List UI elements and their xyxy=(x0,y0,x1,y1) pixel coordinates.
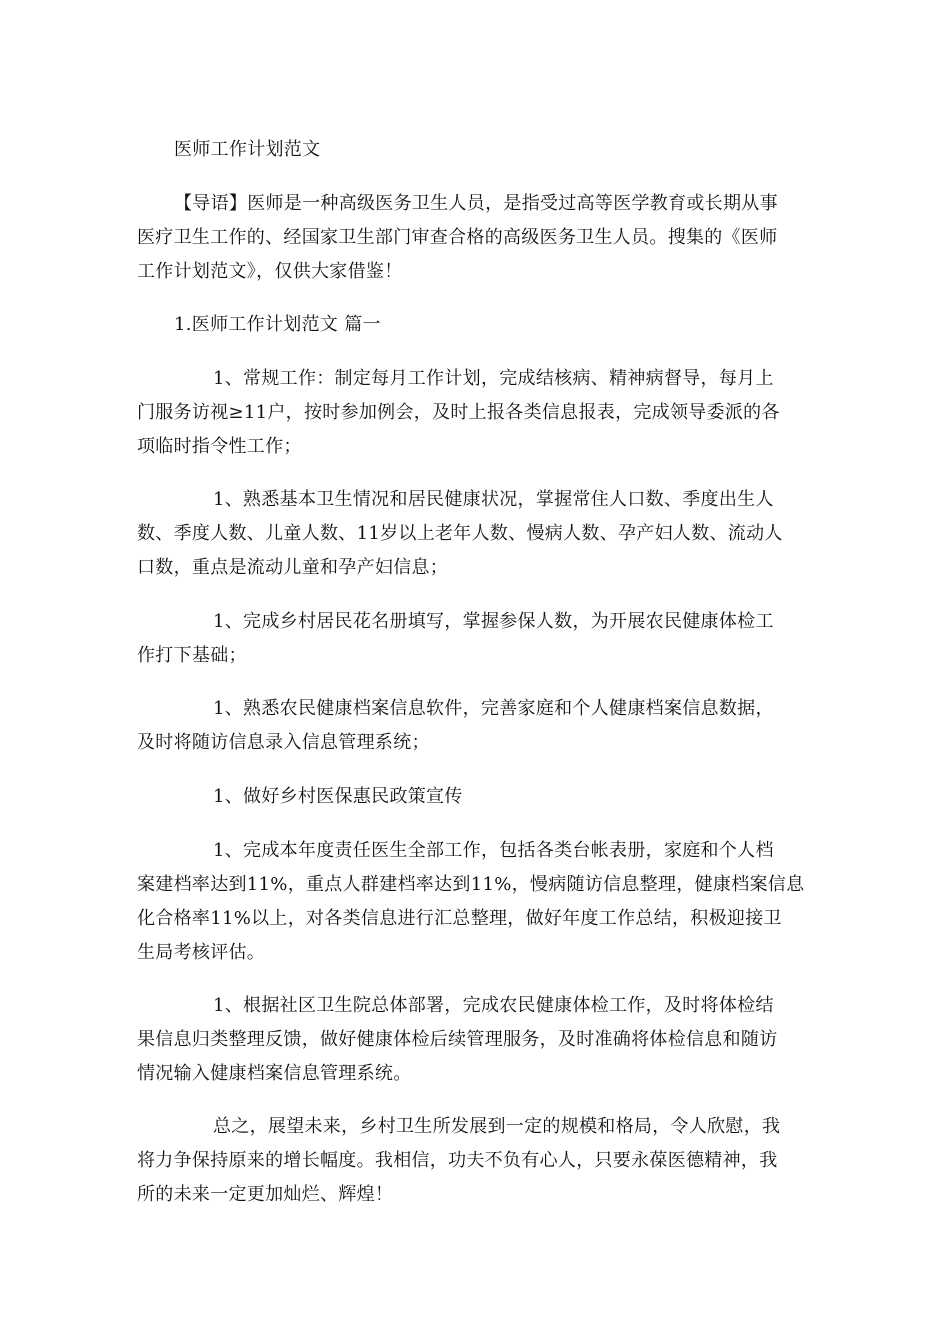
paragraph-line: 1、完成本年度责任医生全部工作，包括各类台帐表册，家庭和个人档 xyxy=(213,840,774,861)
paragraph-line: 1、熟悉农民健康档案信息软件，完善家庭和个人健康档案信息数据， xyxy=(213,698,774,719)
paragraph-line: 及时将随访信息录入信息管理系统； xyxy=(137,732,430,753)
paragraph-line: 将力争保持原来的增长幅度。我相信，功夫不负有心人，只要永葆医德精神，我 xyxy=(137,1150,778,1171)
paragraph-line: 数、季度人数、儿童人数、11岁以上老年人数、慢病人数、孕产妇人数、流动人 xyxy=(137,523,783,544)
paragraph-line: 情况输入健康档案信息管理系统。 xyxy=(137,1063,412,1084)
document-title: 医师工作计划范文 xyxy=(174,139,321,160)
paragraph-line: 果信息归类整理反馈，做好健康体检后续管理服务，及时准确将体检信息和随访 xyxy=(137,1029,778,1050)
paragraph-line: 生局考核评估。 xyxy=(137,942,266,963)
paragraph-line: 1、根据社区卫生院总体部署，完成农民健康体检工作，及时将体检结 xyxy=(213,995,774,1016)
paragraph-line: 1、做好乡村医保惠民政策宣传 xyxy=(213,786,463,807)
paragraph-line: 1、熟悉基本卫生情况和居民健康状况，掌握常住人口数、季度出生人 xyxy=(213,489,774,510)
paragraph-line: 所的未来一定更加灿烂、辉煌！ xyxy=(137,1184,394,1205)
paragraph-line: 案建档率达到11%，重点人群建档率达到11%，慢病随访信息整理，健康档案信息 xyxy=(137,874,805,895)
paragraph-line: 1、完成乡村居民花名册填写，掌握参保人数，为开展农民健康体检工 xyxy=(213,611,774,632)
intro-line: 工作计划范文》，仅供大家借鉴！ xyxy=(137,261,403,282)
intro-line: 【导语】医师是一种高级医务卫生人员，是指受过高等医学教育或长期从事 xyxy=(174,193,778,214)
paragraph-line: 1、常规工作：制定每月工作计划，完成结核病、精神病督导，每月上 xyxy=(213,368,774,389)
intro-line: 医疗卫生工作的、经国家卫生部门审查合格的高级医务卫生人员。搜集的《医师 xyxy=(137,227,778,248)
paragraph-line: 口数，重点是流动儿童和孕产妇信息； xyxy=(137,557,449,578)
paragraph-line: 项临时指令性工作； xyxy=(137,436,302,457)
paragraph-line: 总之，展望未来，乡村卫生所发展到一定的规模和格局，令人欣慰，我 xyxy=(213,1116,781,1137)
paragraph-line: 作打下基础； xyxy=(137,645,247,666)
section-heading: 1.医师工作计划范文 篇一 xyxy=(174,314,381,335)
paragraph-line: 化合格率11%以上，对各类信息进行汇总整理，做好年度工作总结，积极迎接卫 xyxy=(137,908,782,929)
paragraph-line: 门服务访视≥11户，按时参加例会，及时上报各类信息报表，完成领导委派的各 xyxy=(137,402,780,423)
